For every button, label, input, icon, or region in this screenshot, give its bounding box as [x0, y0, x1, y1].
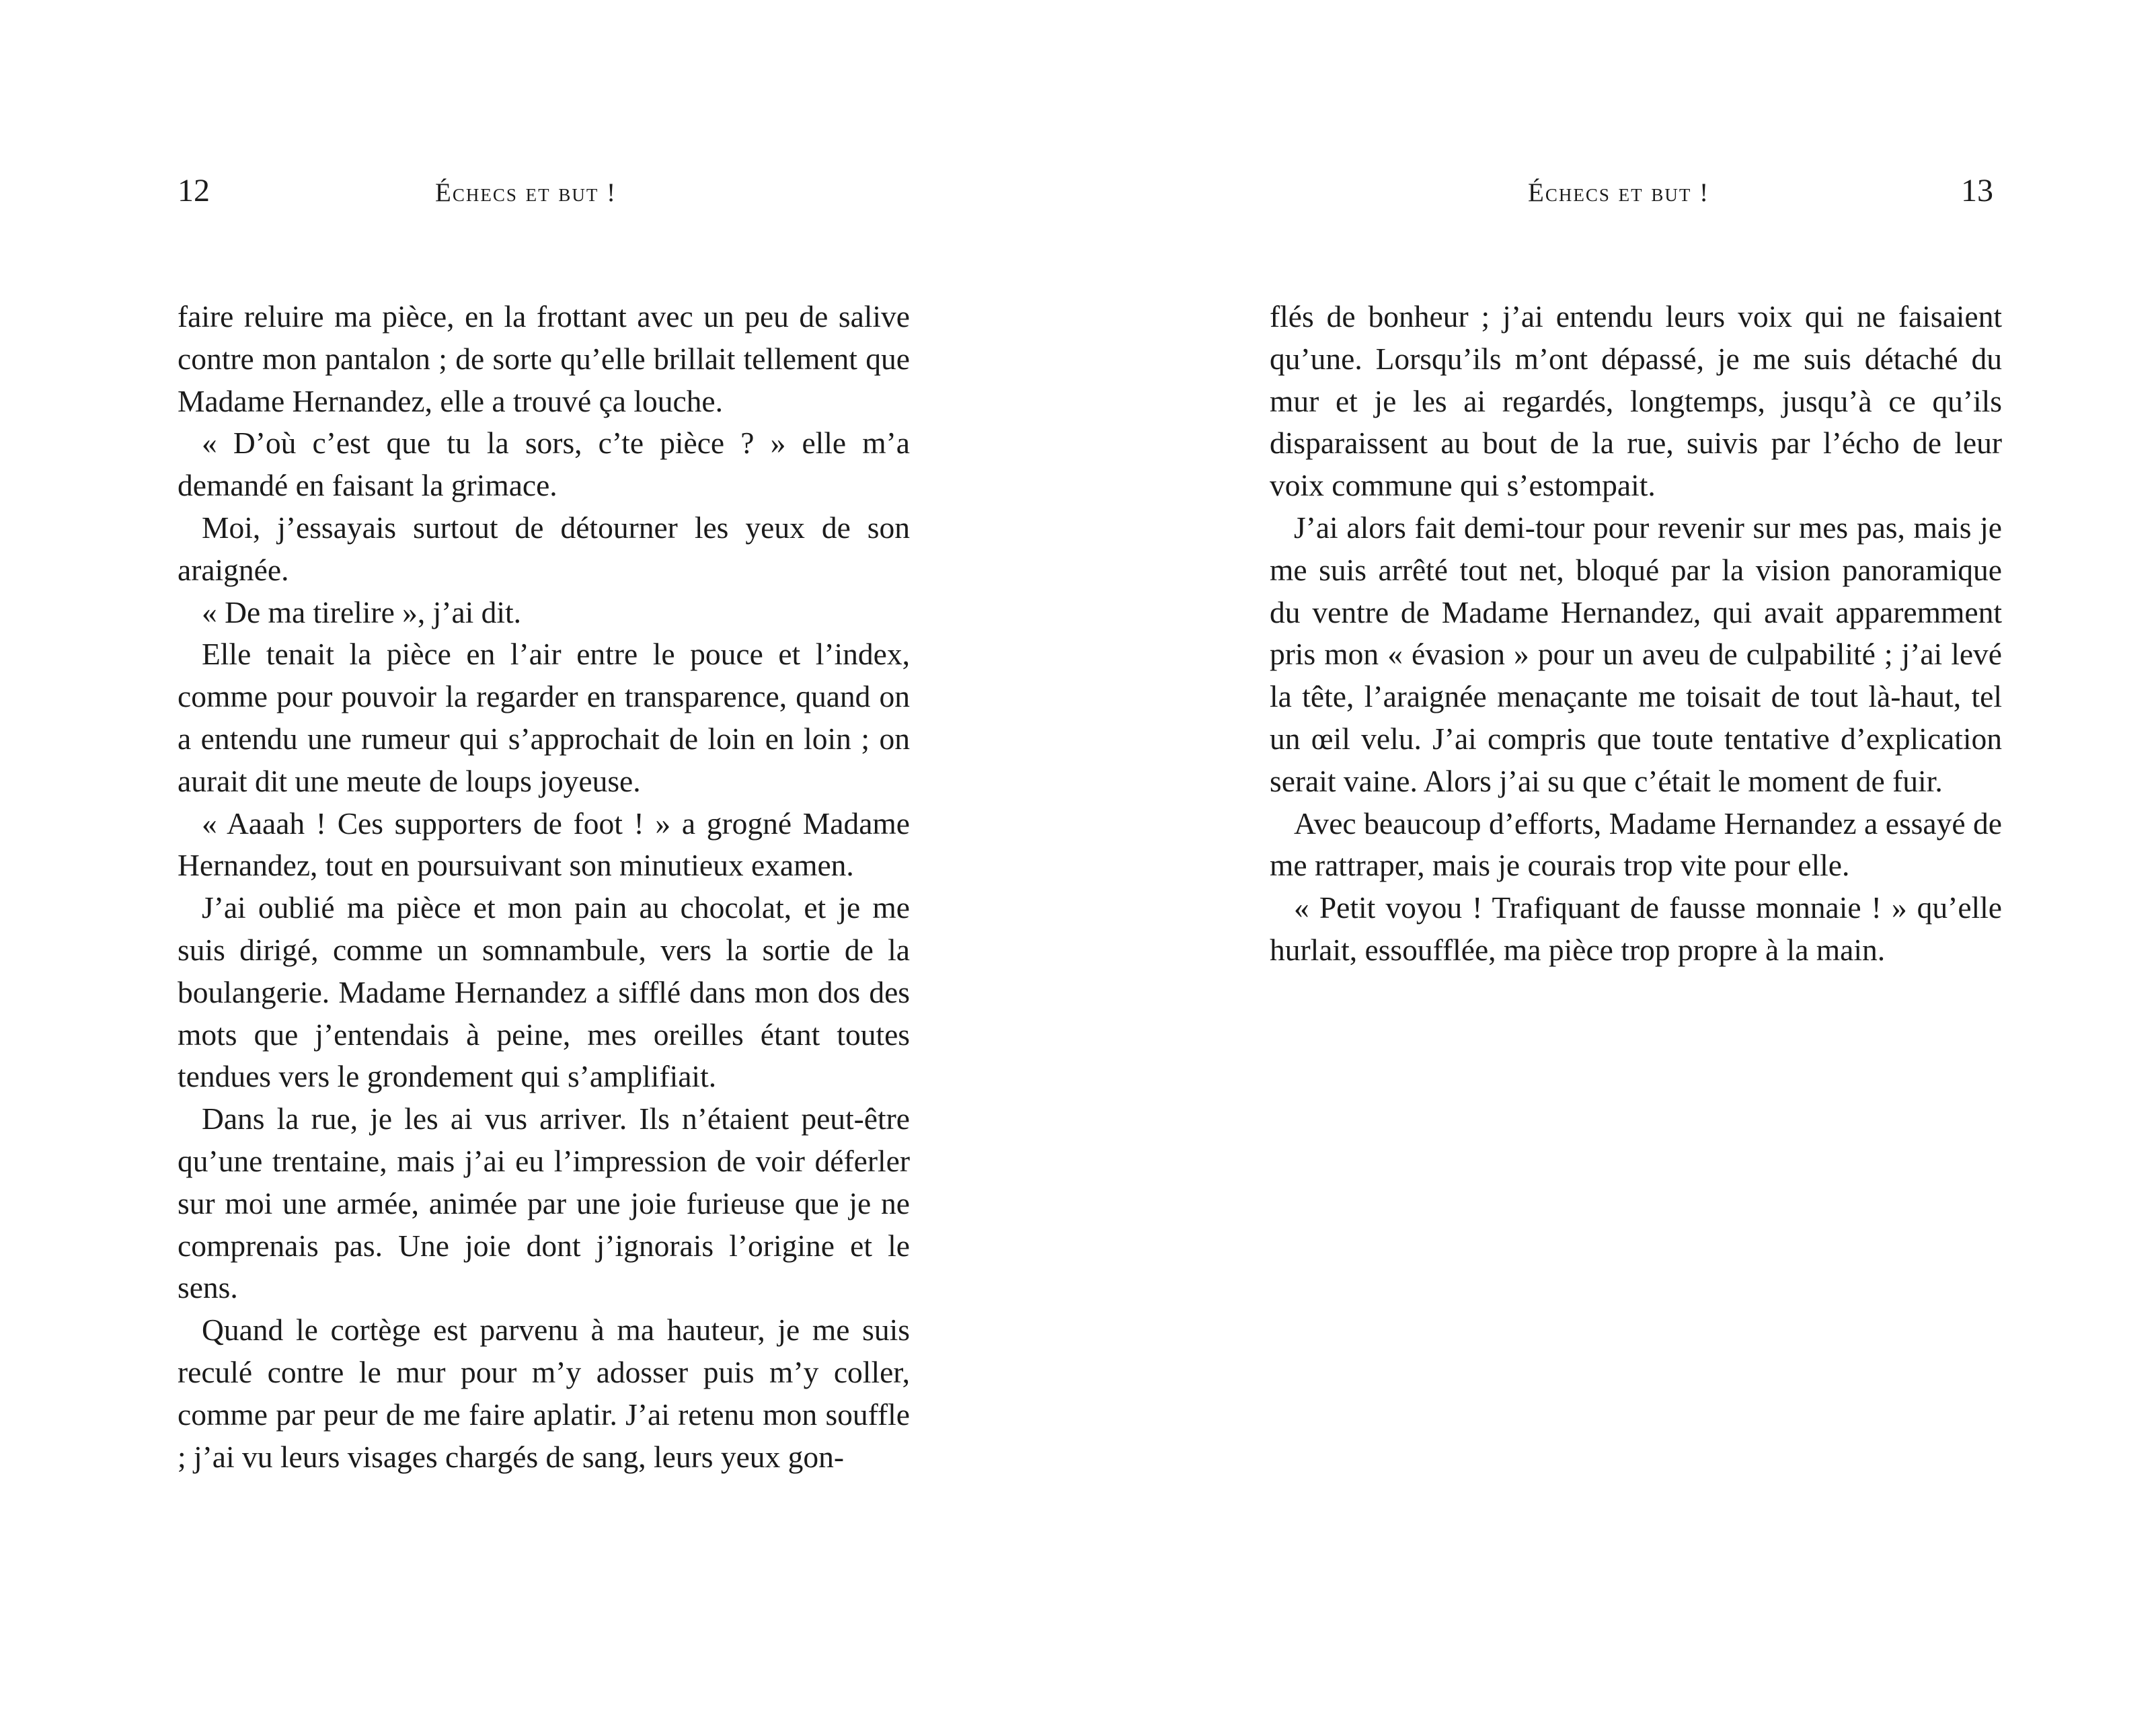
paragraph: « Petit voyou ! Trafiquant de fausse monnaie ! » qu’elle hurlait, essoufflée, ma pièce trop propre à la main.	[1270, 890, 2002, 967]
right-page	[1078, 0, 2156, 1712]
running-head: Échecs et but !	[435, 178, 617, 207]
paragraph: faire reluire ma pièce, en la frottant avec un peu de salive contre mon pantalon ; de sorte qu’elle brillait tellement que Madame Hernandez, elle a trouvé ça louche.	[178, 299, 910, 418]
body-text	[1270, 296, 2002, 972]
paragraph: J’ai alors fait demi-tour pour revenir sur mes pas, mais je me suis arrêté tout net, bloqué par la vision panoramique du ventre de Madame Hernandez, qui avait apparemment pris mon « évasion » pour un aveu de culpabilité ; j’ai levé la tête, l’araignée menaçante me toisait de tout là-haut, tel un œil velu. J’ai compris que toute tentative d’explication serait vaine. Alors j’ai su que c’était le moment de fuir.	[1270, 510, 2002, 798]
paragraph: flés de bonheur ; j’ai entendu leurs voix qui ne faisaient qu’une. Lorsqu’ils m’ont dépassé, je me suis détaché du mur et je les ai regardés, longtemps, jusqu’à ce qu’ils disparaissent au bout de la rue, suivis par l’écho de leur voix commune qui s’estompait.	[1270, 299, 2002, 503]
paragraph: J’ai oublié ma pièce et mon pain au chocolat, et je me suis dirigé, comme un somnambule, vers la sortie de la boulangerie. Madame Hernandez a sifflé dans mon dos des mots que j’entendais à peine, mes oreilles étant toutes tendues vers le grondement qui s’amplifiait.	[178, 890, 910, 1094]
paragraph: Quand le cortège est parvenu à ma hauteur, je me suis reculé contre le mur pour m’y adosser puis m’y coller, comme par peur de me faire aplatir. J’ai retenu mon souffle ; j’ai vu leurs visages chargés de sang, leurs yeux gon-	[178, 1313, 910, 1474]
paragraph: « Aaaah ! Ces supporters de foot ! » a grogné Madame Hernandez, tout en poursuivant son minutieux examen.	[178, 806, 910, 883]
paragraph: Elle tenait la pièce en l’air entre le pouce et l’index, comme pour pouvoir la regarder en transparence, quand on a entendu une rumeur qui s’approchait de loin en loin ; on aurait dit une meute de loups joyeuse.	[178, 637, 910, 798]
body-text	[178, 296, 910, 1478]
page-number: 12	[178, 173, 210, 208]
paragraph: « De ma tirelire », j’ai dit.	[202, 594, 522, 629]
paragraph: Avec beaucoup d’efforts, Madame Hernandez a essayé de me rattraper, mais je courais trop vite pour elle.	[1270, 806, 2002, 883]
paragraph: Dans la rue, je les ai vus arriver. Ils n’étaient peut-être qu’une trentaine, mais j’ai eu l’impression de voir déferler sur moi une armée, animée par une joie furieuse que je ne comprenais pas. Une joie dont j’ignorais l’origine et le sens.	[178, 1101, 910, 1305]
running-head: Échecs et but !	[1528, 178, 1710, 207]
paragraph: « D’où c’est que tu la sors, c’te pièce ? » elle m’a demandé en faisant la grimace.	[178, 426, 910, 503]
page-number: 13	[1961, 173, 1993, 208]
paragraph: Moi, j’essayais surtout de détourner les yeux de son araignée.	[178, 510, 910, 587]
